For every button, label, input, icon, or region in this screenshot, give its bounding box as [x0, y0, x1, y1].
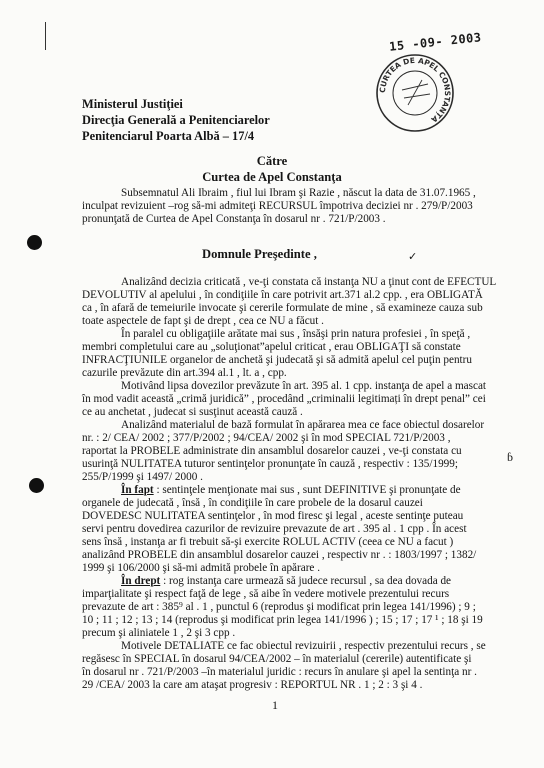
in-fapt-lead: În fapt: [121, 484, 154, 496]
text-line: în mod vadit această „crimă juridică” , procedând „criminalii legitimați în drept penal” cei: [82, 393, 486, 405]
svg-text:CURTEA DE APEL CONSTANȚA: CURTEA DE APEL CONSTANȚA: [377, 55, 453, 125]
text-line: inculpat revizuient –rog să-mi admiteţi RECURSUL împotriva deciziei nr . 279/P/2003: [82, 200, 473, 212]
text-line: analizând PROBELE din ansamblul dosarelor cauzei , respectiv nr . : 1803/1997 ; 1382/: [82, 549, 477, 561]
addressee-block: [0, 153, 544, 185]
text-line: în dosarul nr . 721/P/2003 –în materialul juridic : recurs în anulare şi apel la sentinţa nr .: [82, 666, 477, 678]
text-line: organele de judecată , însă , în condiţiile în care probele de la dosarul cauzei: [82, 497, 423, 509]
text-line: precum şi aliniatele 1 , 2 şi 3 cpp .: [82, 627, 236, 639]
in-drept-lead: În drept: [121, 575, 161, 587]
text-line: În paralel cu obligaţiile arătate mai sus , însăşi prin natura profesiei , în speţă ,: [121, 328, 471, 340]
text-line: servi pentru dovedirea cazurilor de revizuire prevazute de art . 395 al . 1 cpp . În acest: [82, 523, 467, 535]
ministry-name: Ministerul Justiţiei: [82, 97, 183, 111]
text-line: DOVEDESC NULITATEA sentinţelor , în mod firesc şi legal , aceste sentinţe puteau: [82, 510, 464, 522]
punch-hole: [29, 478, 44, 493]
addressee-to: Către: [256, 154, 288, 168]
court-seal-stamp: [372, 50, 458, 136]
text-line: ca , în afară de temeiurile invocate şi cererile formulate de mine , să examineze cauza sub: [82, 302, 483, 314]
punch-hole: [27, 235, 42, 250]
paragraph-in-drept: [82, 575, 483, 640]
paragraph-in-fapt: [82, 484, 477, 575]
penitentiary-name: Penitenciarul Poarta Albă – 17/4: [82, 129, 255, 143]
paragraph-2: [82, 328, 474, 380]
institution-header: [82, 96, 270, 144]
directorate-name: Direcţia Generală a Penitenciarelor: [82, 113, 270, 127]
paragraph-3: [82, 380, 487, 419]
text-line: cazurile prevăzute din art.394 al.1 , lt. a , cpp.: [82, 367, 287, 379]
text-line: Analizând decizia criticată , ve-ţi constata că instanţa NU a ţinut cont de EFECTUL: [121, 276, 497, 288]
text-line: Subsemnatul Ali Ibraim , fiul lui Ibram şi Razie , născut la data de 31.07.1965 ,: [121, 187, 476, 199]
text-line: : rog instanţa care urmează să judece recursul , sa dea dovada de: [160, 575, 452, 587]
salutation: Domnule Preşedinte ,: [202, 247, 317, 261]
text-line: 10 ; 11 ; 12 ; 13 ; 14 (reprodus şi modificat prin legea 141/1996 ) ; 15 ; 17 ; 17 ¹ ; 18 şi 19: [82, 614, 483, 626]
margin-scribble: ɓ: [507, 450, 513, 464]
addressee-court: Curtea de Apel Constanţa: [202, 170, 342, 184]
stamp-date: 15 -09- 2003: [388, 30, 483, 54]
text-line: : sentinţele menţionate mai sus , sunt DEFINITIVE şi pronunţate de: [153, 484, 461, 496]
text-line: 1999 şi 106/2000 şi să-mi admită probele în apărare .: [82, 562, 320, 574]
text-line: INFRACŢIUNILE organelor de anchetă şi judecată şi să admită apelul cel puţin pentru: [82, 354, 472, 366]
text-line: 255/P/1999 şi 1497/ 2000 .: [82, 471, 203, 483]
text-line: toate aspectele de fapt şi de drept , cea ce NU a făcut .: [82, 315, 324, 327]
text-line: DEVOLUTIV al apelului , în condiţiile în care potrivit art.371 al.2 cpp. , era OBLIGATĂ: [82, 289, 483, 301]
text-line: imparţialitate şi respect faţă de lege , să aibe în vedere motivele prezentului recurs: [82, 588, 450, 600]
text-line: pronunţată de Curtea de Apel Constanţa în dosarul nr . 721/P/2003 .: [82, 213, 386, 225]
paragraph-motive: [82, 640, 486, 692]
text-line: sens însă , instanţa ar fi trebuit să-şi exercite ROLUL ACTIV (ceea ce NU a facut ): [82, 536, 454, 548]
text-line: Motivele DETALIATE ce fac obiectul revizuirii , respectiv prezentului recurs , se: [121, 640, 486, 652]
text-line: usurinţă NULITATEA tuturor sentinţelor pronunţate în cauză , respectiv : 135/1999;: [82, 458, 458, 470]
text-line: prevazute de art : 385⁹ al . 1 , punctul 6 (reprodus şi modificat prin legea 141/1996) ; 9 ;: [82, 601, 476, 613]
text-line: regăsesc în SPECIAL în dosarul 94/CEA/2002 – în materialul (cererile) autentificate şi: [82, 653, 472, 665]
paragraph-4: [82, 419, 485, 484]
intro-paragraph: [82, 187, 474, 226]
text-line: ce au anchetat , judecat si susţinut această cauză .: [82, 406, 303, 418]
paragraph-1: [82, 276, 497, 328]
text-line: 29 /CEA/ 2003 la care am ataşat progresiv : REPORTUL NR . 1 ; 2 : 3 şi 4 .: [82, 679, 423, 691]
text-line: membri completului care au „soluţionat”apelul criticat , erau OBLIGAŢI să constate: [82, 341, 461, 353]
text-line: Motivând lipsa dovezilor prevăzute în art. 395 al. 1 cpp. instanţa de apel a mascat: [121, 380, 487, 392]
page-number: 1: [272, 698, 278, 712]
text-line: nr. : 2/ CEA/ 2002 ; 377/P/2002 ; 94/CEA/ 2002 şi în mod SPECIAL 721/P/2003 ,: [82, 432, 451, 444]
check-mark: ✓: [408, 251, 418, 263]
text-line: raportat la PROBELE administrate din ansamblul dosarelor cauzei , ve-ţi constata cu: [82, 445, 462, 457]
margin-pen-mark: [45, 22, 46, 50]
text-line: Analizând materialul de bază formulat în apărarea mea ce face obiectul dosarelor: [121, 419, 485, 431]
